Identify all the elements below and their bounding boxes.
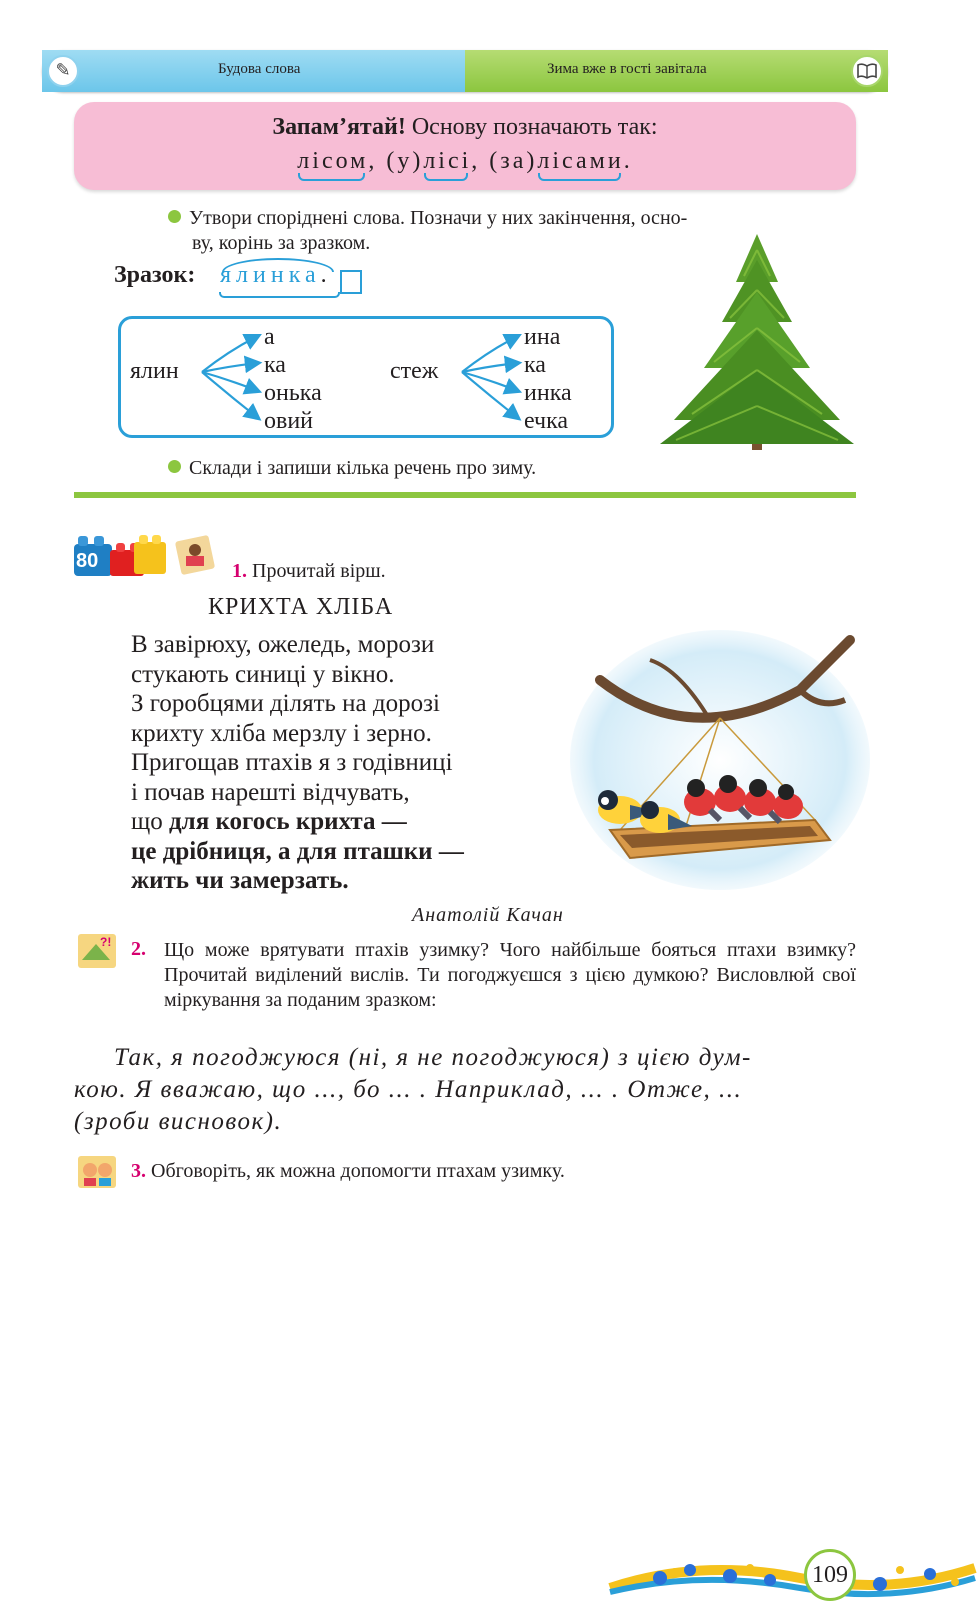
remember-text: Основу позначають так: <box>411 114 658 140</box>
task-2-number: 2. <box>131 938 146 960</box>
stem-example-2: лісі <box>423 148 472 174</box>
bullet-line-1: Утвори споріднені слова. Позначи у них закінчення, осно- <box>189 207 688 229</box>
pattern-line: Так, я погоджуюся (ні, я не погоджуюся) з цією дум- <box>114 1044 752 1071</box>
sample-stem: ялинк <box>220 262 305 288</box>
bullet-task-write-sentences <box>168 456 536 481</box>
poem-body <box>131 630 464 896</box>
poem-line <box>131 807 464 837</box>
task-2-text: Що може врятувати птахів узимку? Чого найбільше бояться птахи взимку? Прочитай виділений вислів. Ти погоджуєшся з цією думкою? Висловлюй свої міркування за поданим зразком: <box>164 939 856 1011</box>
punct-1: , (у) <box>368 148 424 174</box>
suffix-2-2: ка <box>524 352 546 378</box>
group-discussion-icon <box>76 1152 120 1192</box>
task-1-number: 1. <box>232 560 247 582</box>
poem-line: крихту хліба мерзлу і зерно. <box>131 719 432 747</box>
bullet-2-text: Склади і запиши кілька речень про зиму. <box>189 457 537 479</box>
punct-2: , (за) <box>471 148 538 174</box>
poem-line: Пригощав птахів я з годівниці <box>131 749 453 776</box>
task-1 <box>232 560 386 583</box>
bullet-line-2: ву, корінь за зразком. <box>192 232 371 254</box>
discussion-book-icon <box>76 930 120 972</box>
suffix-2-3: инка <box>524 380 572 406</box>
lesson-number-badge: 80 <box>76 550 99 572</box>
poem-line: жить чи замерзать. <box>131 867 349 894</box>
suffix-1-1: а <box>264 324 275 350</box>
sample-dot: . <box>320 262 332 288</box>
suffix-1-4: овий <box>264 408 314 434</box>
page-number: 109 <box>804 1549 856 1601</box>
answer-pattern <box>74 1042 856 1138</box>
fir-tree-illustration <box>652 230 862 460</box>
task-3 <box>131 1160 565 1183</box>
stem-example-1: лісом <box>297 148 369 174</box>
pattern-line: (зроби висновок). <box>74 1108 283 1135</box>
poem-author: Анатолій Качан <box>412 904 564 926</box>
remember-label: Запам’ятай! <box>272 114 406 140</box>
header-left-title: Будова слова <box>218 61 301 77</box>
root-word-2: стеж <box>390 358 439 384</box>
pen-icon: ✎ <box>47 55 79 87</box>
sample-label: Зразок: <box>114 262 196 288</box>
sample-ending: а <box>305 262 321 288</box>
suffix-2-4: ечка <box>524 408 569 434</box>
punct-3: . <box>623 148 633 174</box>
suffix-1-2: ка <box>264 352 286 378</box>
poem-line: стукають синиці у вікно. <box>131 660 395 688</box>
poem-line-plain-part: що <box>131 808 170 835</box>
suffix-1-3: онька <box>264 380 322 406</box>
poem-line: З горобцями ділять на дорозі <box>131 690 440 717</box>
floral-ribbon-decoration <box>600 1548 980 1608</box>
root-word-1: ялин <box>130 358 179 384</box>
section-divider <box>74 492 856 498</box>
suffix-2-1: ина <box>524 324 561 350</box>
header-right-title: Зима вже в гості завітала <box>547 61 707 77</box>
poem-line: це дрібниця, а для пташки — <box>131 837 464 865</box>
stem-example-3: лісами <box>537 148 624 174</box>
poem-line: В завірюху, ожеледь, морози <box>131 631 435 658</box>
pattern-line: кою. Я вважаю, що ..., бо ... . Наприклад, ... . Отже, ... <box>74 1076 743 1103</box>
task-3-text: Обговоріть, як можна допомогти птахам узимку. <box>151 1160 565 1182</box>
svg-text:?!: ?! <box>100 935 112 949</box>
poem-line-bold-part: для когось крихта — <box>169 808 407 835</box>
task-3-number: 3. <box>131 1160 146 1182</box>
bullet-dot <box>168 460 181 473</box>
task-1-text: Прочитай вірш. <box>252 560 386 582</box>
poem-line: і почав нарешті відчувать, <box>131 778 410 806</box>
poem-title: КРИХТА ХЛІБА <box>208 594 394 620</box>
bird-feeder-illustration <box>560 630 860 900</box>
